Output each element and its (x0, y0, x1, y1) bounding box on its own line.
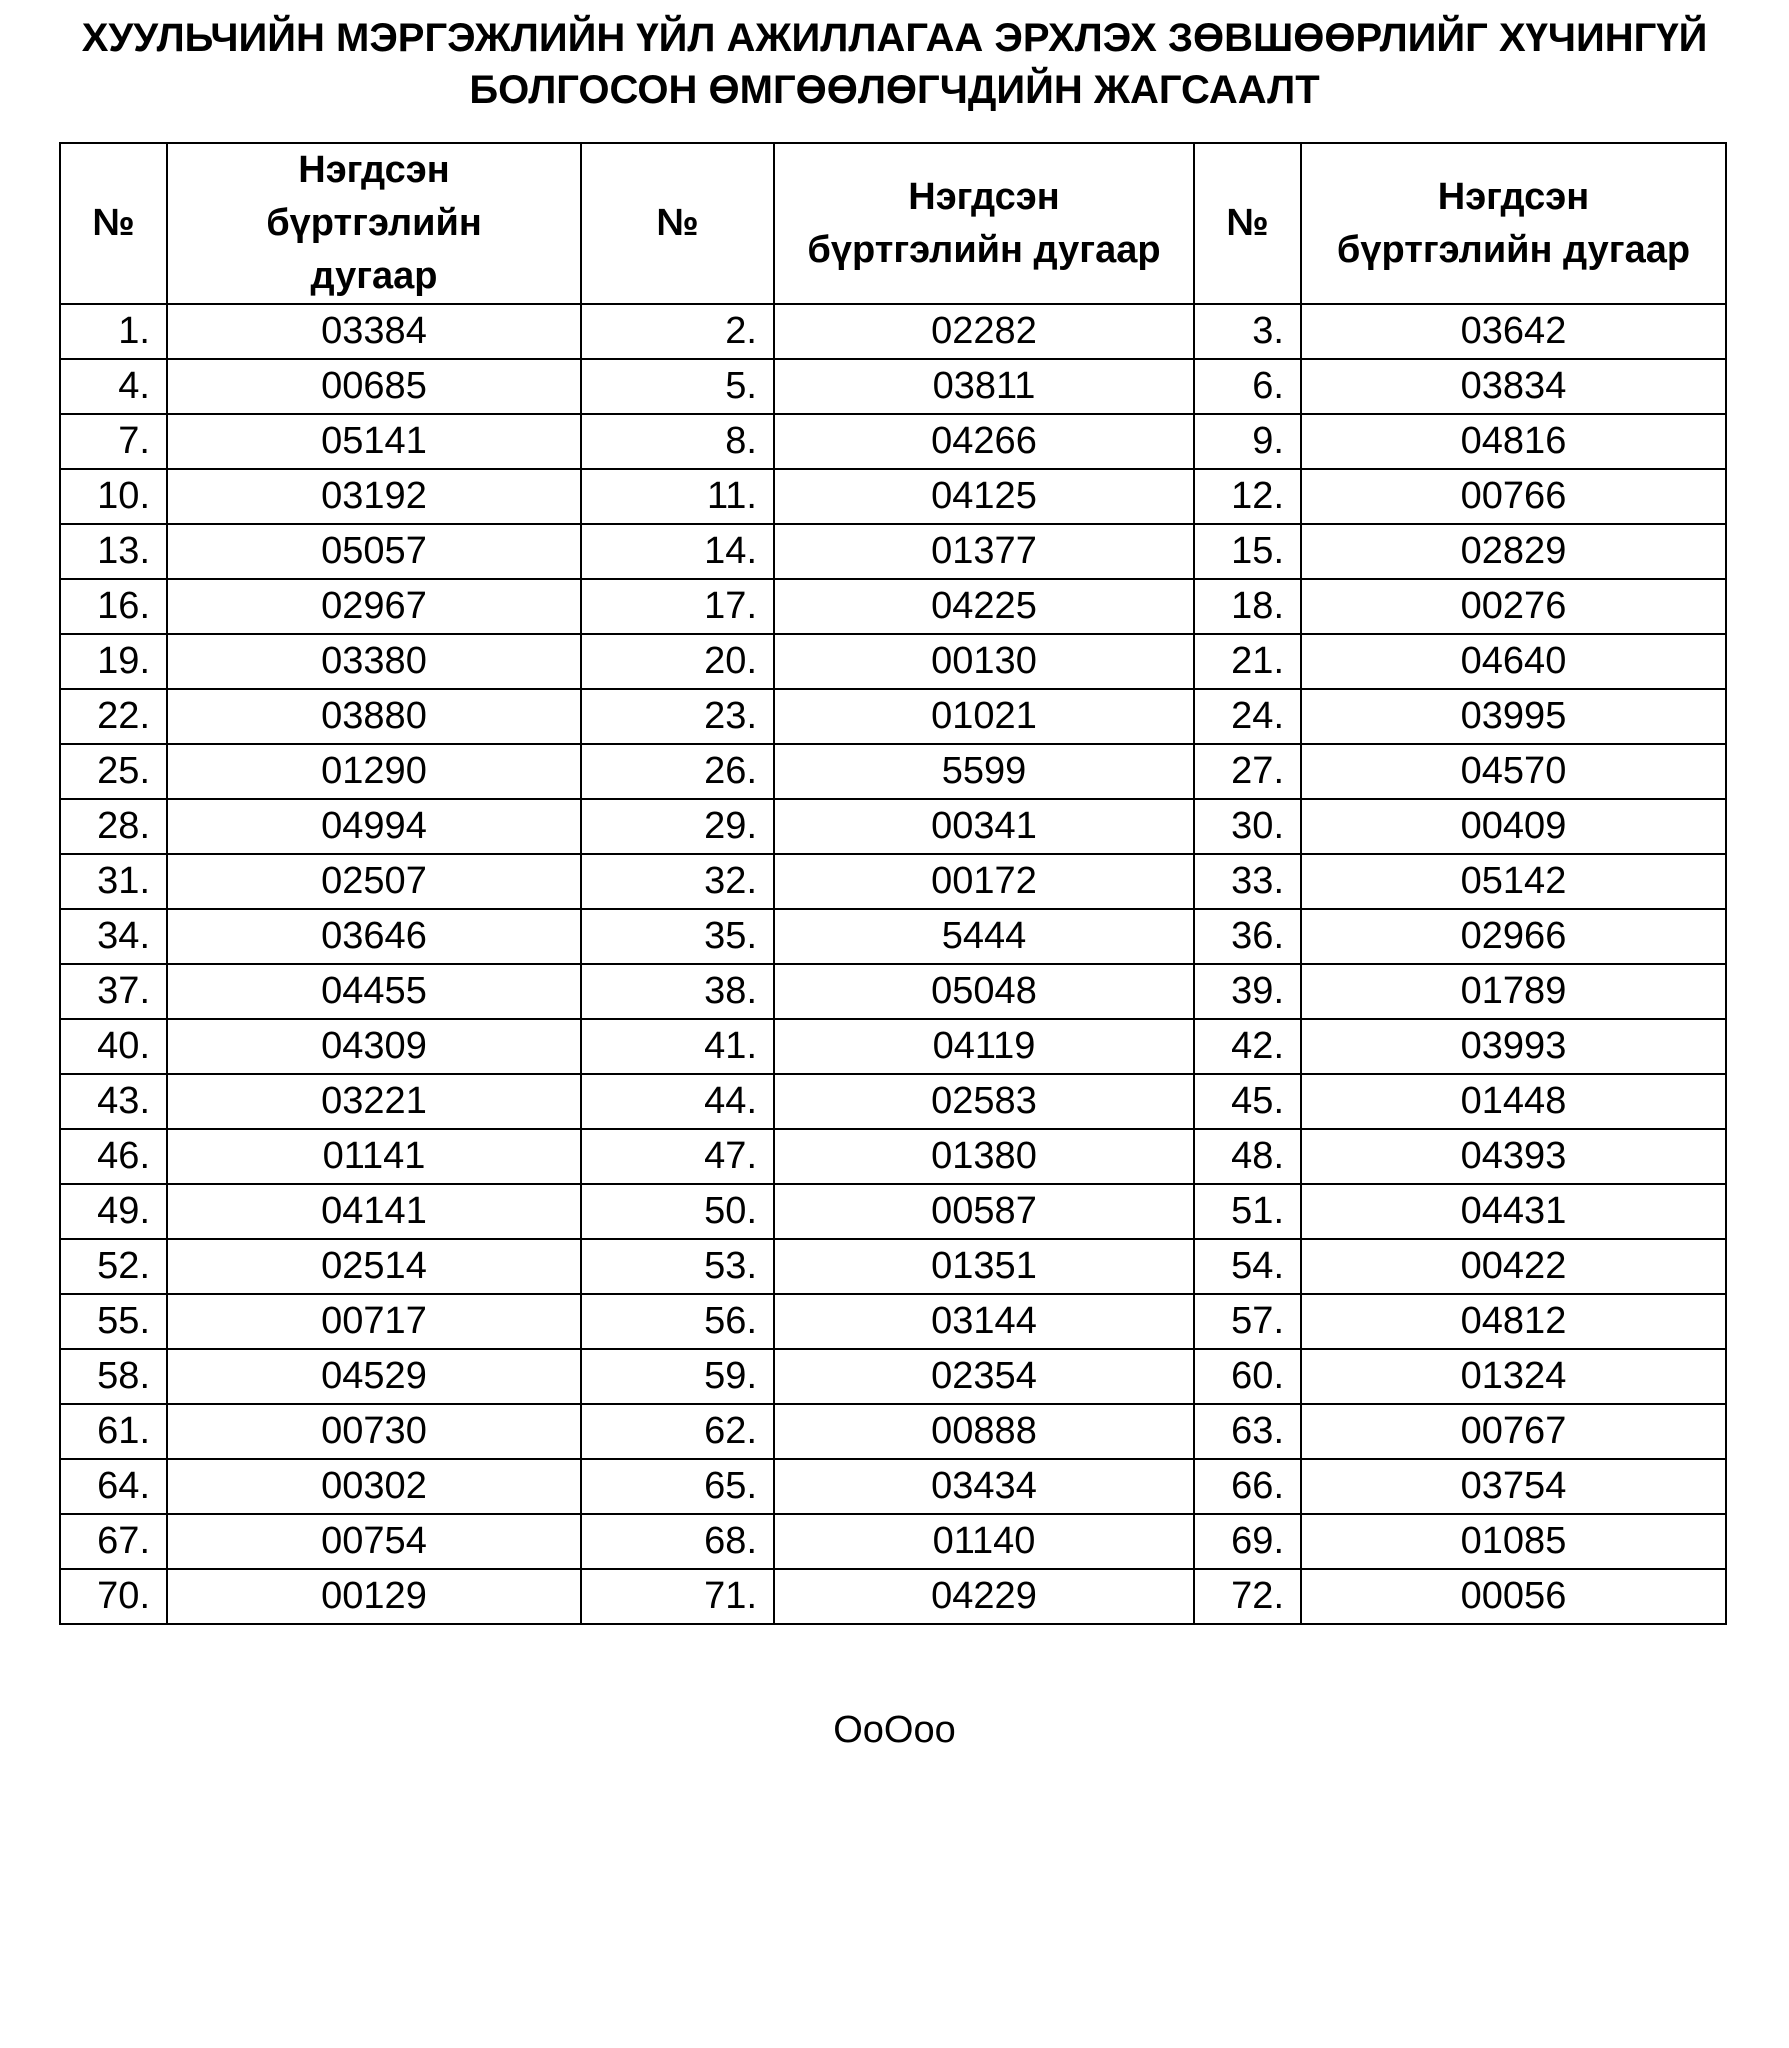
row-number-cell: 10. (60, 469, 167, 524)
row-number-cell: 43. (60, 1074, 167, 1129)
row-number-cell: 25. (60, 744, 167, 799)
registration-number-cell: 02354 (774, 1349, 1194, 1404)
header-no-1: № (60, 143, 167, 304)
registration-number-cell: 04570 (1301, 744, 1726, 799)
header-reg-2 (774, 143, 1194, 304)
row-number-cell: 62. (581, 1404, 774, 1459)
registration-number-cell: 02966 (1301, 909, 1726, 964)
row-number-cell: 37. (60, 964, 167, 1019)
row-number-cell: 39. (1194, 964, 1301, 1019)
title-line-2: БОЛГОСОН ӨМГӨӨЛӨГЧДИЙН ЖАГСААЛТ (469, 68, 1320, 112)
row-number-cell: 31. (60, 854, 167, 909)
registration-number-cell: 00172 (774, 854, 1194, 909)
row-number-cell: 8. (581, 414, 774, 469)
row-number-cell: 1. (60, 304, 167, 359)
registration-number-cell: 00766 (1301, 469, 1726, 524)
registration-number-cell: 00422 (1301, 1239, 1726, 1294)
registration-number-cell: 01141 (167, 1129, 581, 1184)
table-row (60, 1294, 1726, 1349)
row-number-cell: 53. (581, 1239, 774, 1294)
header-reg-1-line-2: бүртгэлийн (266, 202, 482, 244)
registration-number-cell: 00130 (774, 634, 1194, 689)
registration-number-cell: 04309 (167, 1019, 581, 1074)
registration-number-cell: 05141 (167, 414, 581, 469)
registration-number-cell: 04125 (774, 469, 1194, 524)
registration-number-cell: 03646 (167, 909, 581, 964)
row-number-cell: 6. (1194, 359, 1301, 414)
registration-number-cell: 00767 (1301, 1404, 1726, 1459)
registration-number-cell: 02967 (167, 579, 581, 634)
registration-number-cell: 04812 (1301, 1294, 1726, 1349)
table-body (60, 304, 1726, 1624)
registration-number-cell: 00341 (774, 799, 1194, 854)
header-reg-2-line-2: бүртгэлийн дугаар (807, 228, 1161, 271)
registration-number-cell: 01324 (1301, 1349, 1726, 1404)
registration-number-cell: 03144 (774, 1294, 1194, 1349)
registration-number-cell: 03754 (1301, 1459, 1726, 1514)
table-row (60, 854, 1726, 909)
registration-number-cell: 5444 (774, 909, 1194, 964)
row-number-cell: 26. (581, 744, 774, 799)
registration-number-cell: 01448 (1301, 1074, 1726, 1129)
registration-number-cell: 00754 (167, 1514, 581, 1569)
registration-number-cell: 02507 (167, 854, 581, 909)
row-number-cell: 27. (1194, 744, 1301, 799)
table-row (60, 964, 1726, 1019)
header-reg-1-line-3: дугаар (310, 255, 438, 297)
row-number-cell: 16. (60, 579, 167, 634)
row-number-cell: 9. (1194, 414, 1301, 469)
table-row (60, 689, 1726, 744)
row-number-cell: 51. (1194, 1184, 1301, 1239)
registration-number-cell: 05057 (167, 524, 581, 579)
row-number-cell: 36. (1194, 909, 1301, 964)
row-number-cell: 46. (60, 1129, 167, 1184)
row-number-cell: 54. (1194, 1239, 1301, 1294)
row-number-cell: 33. (1194, 854, 1301, 909)
table-row (60, 1019, 1726, 1074)
registration-number-cell: 03192 (167, 469, 581, 524)
registration-table (59, 142, 1727, 1625)
row-number-cell: 24. (1194, 689, 1301, 744)
row-number-cell: 15. (1194, 524, 1301, 579)
title-line-1: ХУУЛЬЧИЙН МЭРГЭЖЛИЙН ҮЙЛ АЖИЛЛАГАА ЭРХЛЭХ ЗӨВШӨӨРЛИЙГ ХҮЧИНГҮЙ (81, 16, 1708, 60)
registration-number-cell: 03880 (167, 689, 581, 744)
row-number-cell: 57. (1194, 1294, 1301, 1349)
registration-number-cell: 02282 (774, 304, 1194, 359)
row-number-cell: 23. (581, 689, 774, 744)
registration-number-cell: 00409 (1301, 799, 1726, 854)
registration-number-cell: 04229 (774, 1569, 1194, 1624)
row-number-cell: 44. (581, 1074, 774, 1129)
row-number-cell: 11. (581, 469, 774, 524)
registration-number-cell: 01789 (1301, 964, 1726, 1019)
row-number-cell: 35. (581, 909, 774, 964)
registration-number-cell: 00276 (1301, 579, 1726, 634)
row-number-cell: 52. (60, 1239, 167, 1294)
registration-number-cell: 03642 (1301, 304, 1726, 359)
row-number-cell: 66. (1194, 1459, 1301, 1514)
row-number-cell: 28. (60, 799, 167, 854)
table-row (60, 1184, 1726, 1239)
footer-mark: OoOoo (833, 1709, 956, 1751)
registration-number-cell: 04431 (1301, 1184, 1726, 1239)
registration-number-cell: 05142 (1301, 854, 1726, 909)
registration-number-cell: 00888 (774, 1404, 1194, 1459)
table-row (60, 1349, 1726, 1404)
table-row (60, 1239, 1726, 1294)
header-reg-3-line-2: бүртгэлийн дугаар (1336, 228, 1691, 271)
row-number-cell: 72. (1194, 1569, 1301, 1624)
registration-number-cell: 01021 (774, 689, 1194, 744)
registration-number-cell: 02583 (774, 1074, 1194, 1129)
registration-number-cell: 04141 (167, 1184, 581, 1239)
row-number-cell: 50. (581, 1184, 774, 1239)
row-number-cell: 59. (581, 1349, 774, 1404)
row-number-cell: 70. (60, 1569, 167, 1624)
row-number-cell: 19. (60, 634, 167, 689)
row-number-cell: 21. (1194, 634, 1301, 689)
table-row (60, 1569, 1726, 1624)
table-row (60, 1514, 1726, 1569)
row-number-cell: 48. (1194, 1129, 1301, 1184)
table-row (60, 524, 1726, 579)
registration-number-cell: 00685 (167, 359, 581, 414)
row-number-cell: 67. (60, 1514, 167, 1569)
row-number-cell: 45. (1194, 1074, 1301, 1129)
table-row (60, 579, 1726, 634)
registration-number-cell: 01290 (167, 744, 581, 799)
row-number-cell: 18. (1194, 579, 1301, 634)
header-no-2: № (581, 143, 774, 304)
header-reg-1 (167, 143, 581, 304)
registration-number-cell: 03221 (167, 1074, 581, 1129)
registration-number-cell: 03811 (774, 359, 1194, 414)
registration-number-cell: 03993 (1301, 1019, 1726, 1074)
registration-number-cell: 05048 (774, 964, 1194, 1019)
header-reg-1-line-1: Нэгдсэн (298, 149, 450, 191)
row-number-cell: 32. (581, 854, 774, 909)
page-title (40, 12, 1749, 116)
row-number-cell: 4. (60, 359, 167, 414)
table-header (60, 143, 1726, 304)
table-row (60, 799, 1726, 854)
row-number-cell: 34. (60, 909, 167, 964)
row-number-cell: 42. (1194, 1019, 1301, 1074)
table-row (60, 414, 1726, 469)
row-number-cell: 40. (60, 1019, 167, 1074)
registration-number-cell: 04225 (774, 579, 1194, 634)
header-no-3: № (1194, 143, 1301, 304)
registration-number-cell: 03384 (167, 304, 581, 359)
row-number-cell: 38. (581, 964, 774, 1019)
registration-number-cell: 00730 (167, 1404, 581, 1459)
row-number-cell: 13. (60, 524, 167, 579)
row-number-cell: 63. (1194, 1404, 1301, 1459)
row-number-cell: 56. (581, 1294, 774, 1349)
registration-number-cell: 04266 (774, 414, 1194, 469)
table-row (60, 909, 1726, 964)
registration-number-cell: 04393 (1301, 1129, 1726, 1184)
registration-number-cell: 02829 (1301, 524, 1726, 579)
row-number-cell: 64. (60, 1459, 167, 1514)
registration-number-cell: 04816 (1301, 414, 1726, 469)
row-number-cell: 30. (1194, 799, 1301, 854)
table-row (60, 1404, 1726, 1459)
header-reg-3 (1301, 143, 1726, 304)
registration-number-cell: 04640 (1301, 634, 1726, 689)
row-number-cell: 55. (60, 1294, 167, 1349)
row-number-cell: 41. (581, 1019, 774, 1074)
header-row (60, 143, 1726, 304)
registration-number-cell: 00717 (167, 1294, 581, 1349)
registration-number-cell: 00129 (167, 1569, 581, 1624)
registration-number-cell: 01085 (1301, 1514, 1726, 1569)
registration-number-cell: 04119 (774, 1019, 1194, 1074)
row-number-cell: 68. (581, 1514, 774, 1569)
table-row (60, 634, 1726, 689)
registration-number-cell: 01380 (774, 1129, 1194, 1184)
table-row (60, 1074, 1726, 1129)
registration-number-cell: 5599 (774, 744, 1194, 799)
row-number-cell: 2. (581, 304, 774, 359)
row-number-cell: 65. (581, 1459, 774, 1514)
registration-number-cell: 03995 (1301, 689, 1726, 744)
row-number-cell: 71. (581, 1569, 774, 1624)
header-reg-2-line-1: Нэгдсэн (908, 175, 1060, 218)
row-number-cell: 29. (581, 799, 774, 854)
registration-number-cell: 00056 (1301, 1569, 1726, 1624)
row-number-cell: 17. (581, 579, 774, 634)
table-row (60, 1459, 1726, 1514)
table-row (60, 1129, 1726, 1184)
registration-number-cell: 04994 (167, 799, 581, 854)
registration-number-cell: 04529 (167, 1349, 581, 1404)
row-number-cell: 49. (60, 1184, 167, 1239)
row-number-cell: 5. (581, 359, 774, 414)
row-number-cell: 3. (1194, 304, 1301, 359)
row-number-cell: 20. (581, 634, 774, 689)
registration-number-cell: 00587 (774, 1184, 1194, 1239)
row-number-cell: 7. (60, 414, 167, 469)
table-row (60, 359, 1726, 414)
row-number-cell: 60. (1194, 1349, 1301, 1404)
registration-number-cell: 01140 (774, 1514, 1194, 1569)
row-number-cell: 69. (1194, 1514, 1301, 1569)
row-number-cell: 12. (1194, 469, 1301, 524)
row-number-cell: 58. (60, 1349, 167, 1404)
table-row (60, 304, 1726, 359)
registration-number-cell: 04455 (167, 964, 581, 1019)
row-number-cell: 61. (60, 1404, 167, 1459)
registration-number-cell: 01351 (774, 1239, 1194, 1294)
registration-number-cell: 03834 (1301, 359, 1726, 414)
row-number-cell: 14. (581, 524, 774, 579)
table-row (60, 744, 1726, 799)
registration-number-cell: 00302 (167, 1459, 581, 1514)
row-number-cell: 22. (60, 689, 167, 744)
registration-number-cell: 03380 (167, 634, 581, 689)
registration-number-cell: 02514 (167, 1239, 581, 1294)
registration-number-cell: 03434 (774, 1459, 1194, 1514)
row-number-cell: 47. (581, 1129, 774, 1184)
header-reg-3-line-1: Нэгдсэн (1437, 175, 1590, 218)
registration-number-cell: 01377 (774, 524, 1194, 579)
table-row (60, 469, 1726, 524)
